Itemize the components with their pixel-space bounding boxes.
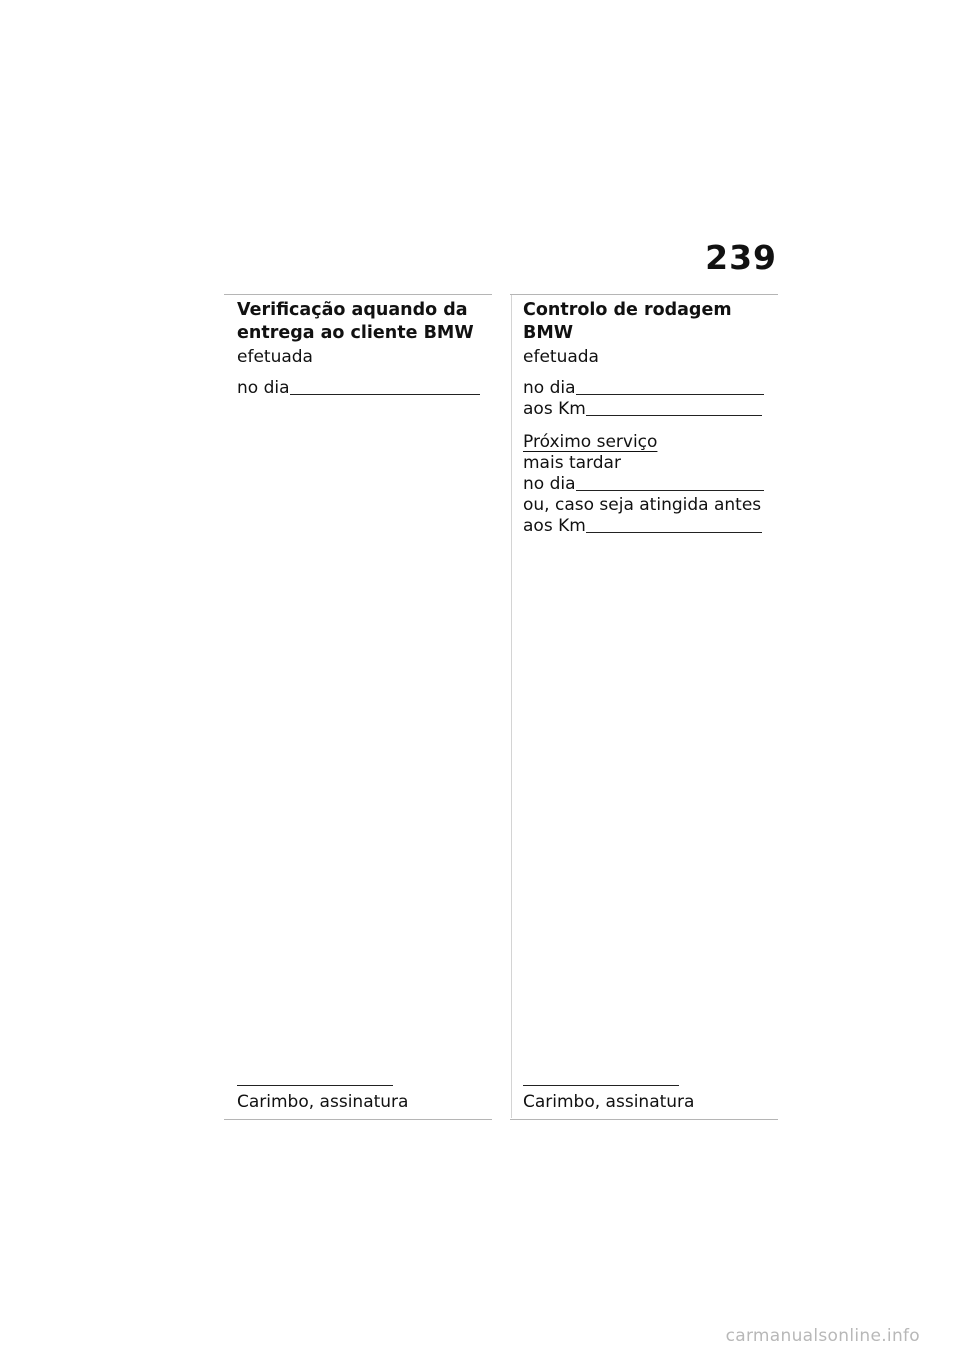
site-watermark: carmanualsonline.info — [725, 1326, 920, 1346]
delivery-date-line — [290, 394, 480, 395]
delivery-check-heading: Verificação aquando da entrega ao cliente BMW — [237, 300, 474, 343]
break-in-check-heading: Controlo de rodagem BMW — [523, 300, 732, 343]
delivery-date-field[interactable] — [237, 378, 482, 399]
next-service-date-label: no dia — [523, 474, 576, 494]
break-in-check-column — [510, 294, 778, 1120]
next-service-km-label: aos Km — [523, 516, 586, 536]
page-number: 239 — [705, 238, 777, 277]
break-in-status-text: efetuada — [523, 347, 599, 367]
break-in-km-field[interactable] — [523, 399, 768, 420]
break-in-date-label: no dia — [523, 378, 576, 398]
latest-text: mais tardar — [523, 453, 621, 473]
break-in-stamp-line — [523, 1085, 679, 1086]
or-reached-text: ou, caso seja atingida antes — [523, 495, 762, 515]
delivery-check-column — [224, 294, 492, 1120]
break-in-stamp-area — [523, 1085, 694, 1113]
next-service-label: Próximo serviço — [523, 432, 658, 452]
break-in-date-field[interactable] — [523, 378, 768, 399]
delivery-date-label: no dia — [237, 378, 290, 398]
next-service-date-field[interactable] — [523, 474, 768, 495]
break-in-km-line — [586, 415, 762, 416]
delivery-stamp-area — [237, 1085, 408, 1113]
next-service-km-line — [586, 532, 762, 533]
break-in-date-line — [576, 394, 764, 395]
delivery-stamp-label: Carimbo, assinatura — [237, 1092, 409, 1112]
break-in-stamp-label: Carimbo, assinatura — [523, 1092, 695, 1112]
next-service-date-line — [576, 490, 764, 491]
break-in-km-label: aos Km — [523, 399, 586, 419]
next-service-heading — [523, 432, 768, 453]
delivery-stamp-line — [237, 1085, 393, 1086]
delivery-status-text: efetuada — [237, 347, 313, 367]
next-service-km-field[interactable] — [523, 516, 768, 537]
